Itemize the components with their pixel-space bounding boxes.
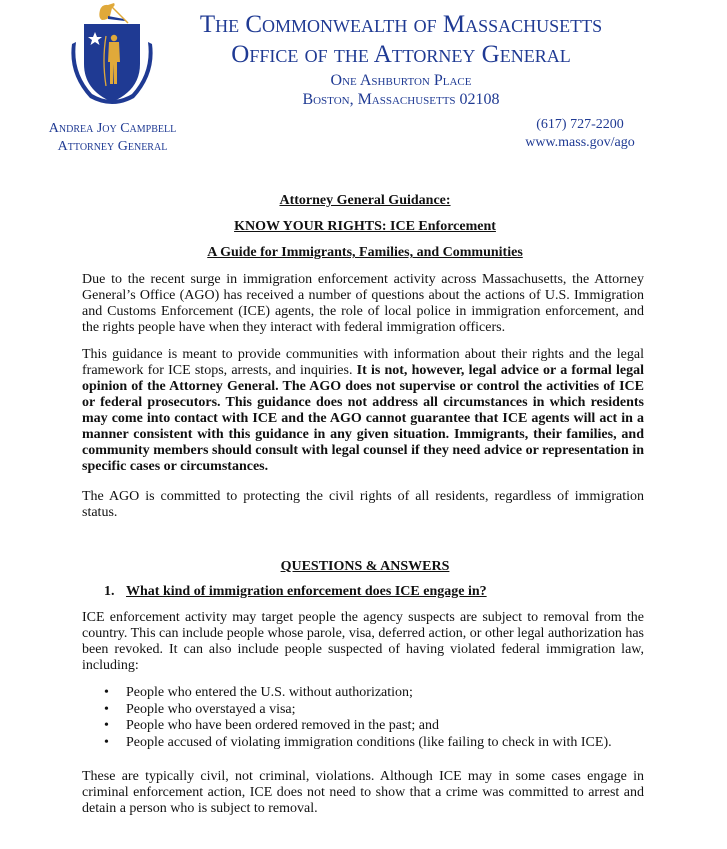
attorney-general-title: Attorney General xyxy=(57,139,168,154)
guidance-disclaimer-paragraph xyxy=(82,347,644,475)
guidance-plain-text: This guidance is meant to provide communities with information about their rights and the legal framework for ICE stops, arrests, and inquiries. xyxy=(82,347,644,378)
letterhead-title-commonwealth: The Commonwealth of Massachusetts xyxy=(199,11,603,38)
bullet-icon: • xyxy=(104,718,109,733)
massachusetts-seal-icon xyxy=(62,2,162,110)
guidance-bold-disclaimer: It is not, however, legal advice or a formal legal opinion of the Attorney General. The AGO does not supervise or control the activities of ICE or federal prosecutors. This guidance does not address all circumstances in which residents may come into contact with ICE and the AGO cannot guarantee that ICE agents will act in a manner consistent with this guidance in any given situation. Immigrants, their families, and community members should consult with legal counsel if they need advice or representation in specific cases or circumstances. xyxy=(82,363,644,474)
closing-paragraph: These are typically civil, not criminal, violations. Although ICE may in some cases engage in criminal enforcement action, ICE does not need to show that a crime was committed to arrest and detain a person who is subject to removal. xyxy=(82,769,644,816)
list-item: • People who have been ordered removed in the past; and xyxy=(104,718,439,733)
website-link[interactable]: www.mass.gov/ago xyxy=(525,135,635,150)
violation-types-list xyxy=(104,685,612,751)
guide-subtitle-heading: A Guide for Immigrants, Families, and Communities xyxy=(207,245,523,260)
answer-1-paragraph: ICE enforcement activity may target people the agency suspects are subject to removal from the country. This can include people whose parole, visa, deferred action, or other legal authorization has been revoked. It can also include people suspected of having violated federal immigration law, including: xyxy=(82,610,644,673)
letterhead-address-street: One Ashburton Place xyxy=(330,72,472,89)
guidance-heading: Attorney General Guidance: xyxy=(279,193,451,208)
attorney-general-name: Andrea Joy Campbell xyxy=(48,121,177,136)
attorney-general-block xyxy=(20,120,205,156)
contact-block xyxy=(500,116,660,152)
commitment-paragraph: The AGO is committed to protecting the civil rights of all residents, regardless of immigration status. xyxy=(82,489,644,520)
list-item: • People who entered the U.S. without authorization; xyxy=(104,685,413,700)
question-1-heading xyxy=(104,583,487,601)
list-item: • People accused of violating immigration conditions (like failing to check in with ICE). xyxy=(104,734,612,750)
intro-paragraph: Due to the recent surge in immigration enforcement activity across Massachusetts, the Attorney General’s Office (AGO) has received a number of questions about the actions of U.S. Immigration and Customs Enforcement (ICE) agents, the role of local police in immigration enforcement, and the rights people have when they interact with federal immigration officers. xyxy=(82,272,644,335)
know-your-rights-heading: KNOW YOUR RIGHTS: ICE Enforcement xyxy=(234,219,496,234)
list-item: • People who overstayed a visa; xyxy=(104,701,296,717)
bullet-icon: • xyxy=(104,685,109,700)
letterhead-address-city: Boston, Massachusetts 02108 xyxy=(302,91,500,108)
bullet-icon: • xyxy=(104,701,109,717)
qa-section-heading: QUESTIONS & ANSWERS xyxy=(280,559,450,574)
question-1-text: What kind of immigration enforcement does ICE engage in? xyxy=(126,584,487,599)
letterhead-title-office: Office of the Attorney General xyxy=(231,41,571,68)
question-1-number: 1. xyxy=(104,584,115,599)
bullet-icon: • xyxy=(104,734,109,750)
phone-number: (617) 727-2200 xyxy=(536,117,624,132)
